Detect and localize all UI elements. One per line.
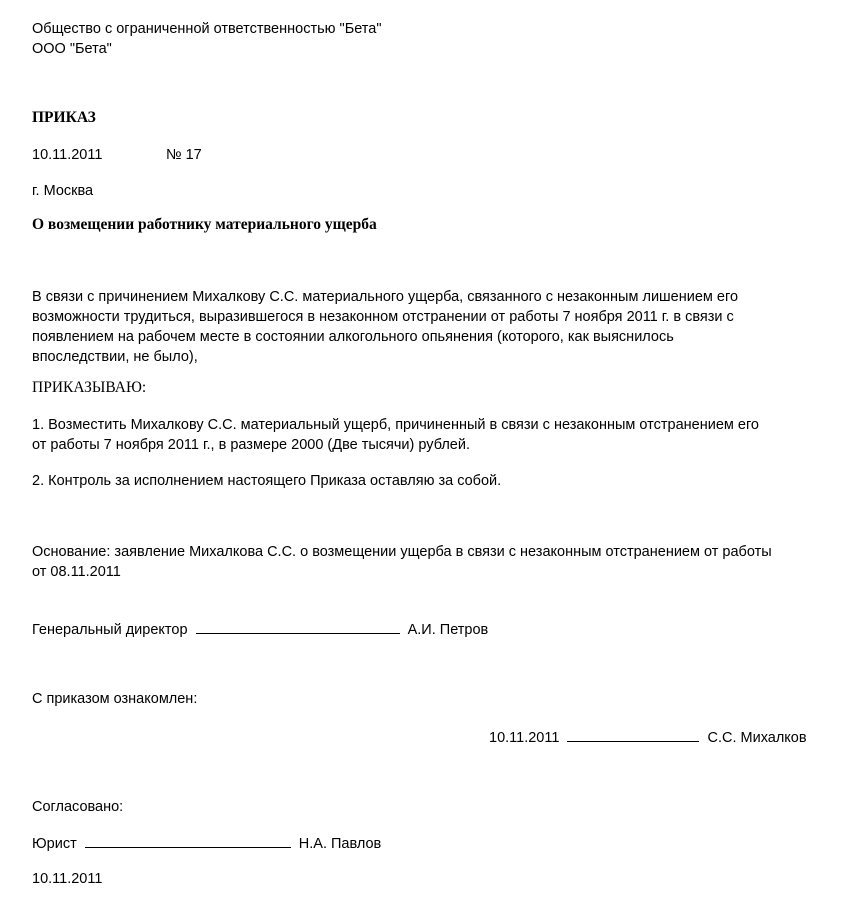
item-1-line: 1. Возместить Михалкову С.С. материальный ущерб, причиненный в связи с незаконным отстранением его: [32, 417, 759, 433]
acquainted-signature-row: [489, 727, 807, 748]
basis-line: от 08.11.2011: [32, 564, 121, 580]
order-date-number-row: [32, 145, 332, 165]
director-signature-row: [32, 619, 488, 640]
order-date: 10.11.2011: [32, 147, 103, 163]
lawyer-name: Н.А. Павлов: [298, 836, 382, 852]
acquainted-label: С приказом ознакомлен:: [32, 691, 198, 707]
order-city: г. Москва: [32, 183, 94, 199]
item-1-line: от работы 7 ноября 2011 г., в размере 2000 (Две тысячи) рублей.: [32, 437, 471, 453]
acquainted-signature-line: [567, 727, 699, 742]
intro-line: появлением на рабочем месте в состоянии алкогольного опьянения (которого, как выяснилось: [32, 329, 674, 345]
order-item-2: 2. Контроль за исполнением настоящего Приказа оставляю за собой.: [32, 473, 502, 489]
lawyer-title: Юрист: [32, 836, 77, 852]
intro-line: впоследствии, не было),: [32, 349, 198, 365]
order-item-1: [32, 415, 832, 455]
lawyer-signature-row: [32, 833, 381, 854]
intro-line: возможности трудиться, выразившегося в незаконном отстранении от работы 7 ноября 2011 г. в связи с: [32, 309, 734, 325]
final-date: 10.11.2011: [32, 871, 103, 887]
basis-paragraph: [32, 542, 832, 582]
director-name: А.И. Петров: [407, 622, 489, 638]
lawyer-signature-line: [85, 833, 291, 848]
order-word: ПРИКАЗЫВАЮ:: [32, 379, 147, 396]
agreed-label: Согласовано:: [32, 799, 124, 815]
organization-full-name: Общество с ограниченной ответственностью "Бета": [32, 21, 382, 37]
basis-line: Основание: заявление Михалкова С.С. о возмещении ущерба в связи с незаконным отстранением от работы: [32, 544, 772, 560]
acquainted-date: 10.11.2011: [489, 730, 560, 746]
intro-line: В связи с причинением Михалкову С.С. материального ущерба, связанного с незаконным лишением его: [32, 289, 739, 305]
order-number: № 17: [166, 147, 202, 163]
intro-paragraph: [32, 287, 832, 367]
organization-short-name: ООО "Бета": [32, 41, 112, 57]
director-title: Генеральный директор: [32, 622, 188, 638]
order-title: ПРИКАЗ: [32, 109, 96, 126]
acquainted-name: С.С. Михалков: [707, 730, 807, 746]
order-subject: О возмещении работнику материального ущерба: [32, 216, 377, 233]
director-signature-line: [196, 619, 400, 634]
